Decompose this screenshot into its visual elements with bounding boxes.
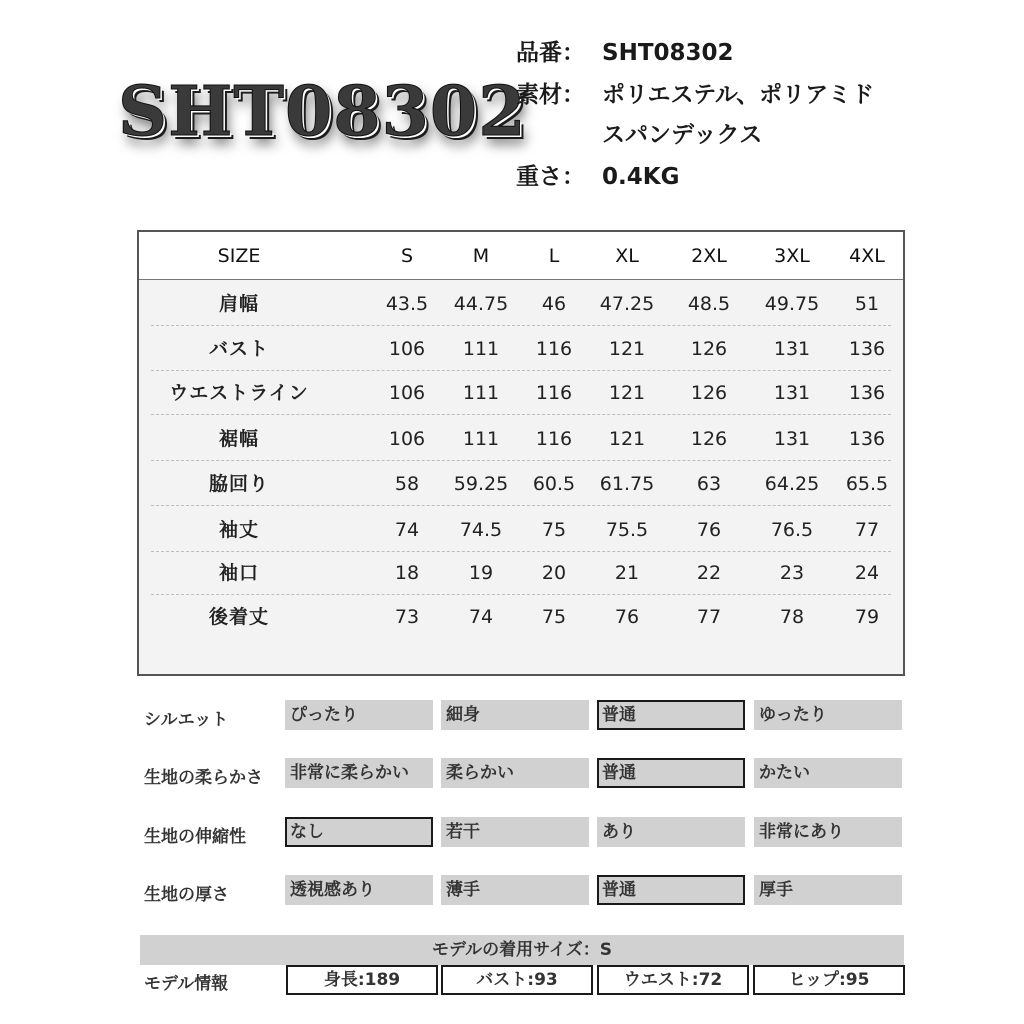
spec-value: SHT08302 <box>602 40 734 66</box>
measurement-value: 136 <box>848 428 886 450</box>
spec-value: 0.4KG <box>602 164 680 190</box>
size-column-header: L <box>548 245 560 267</box>
measurement-label: 脇回り <box>208 473 269 495</box>
spec-key: 素材： <box>516 82 585 108</box>
attribute-label: シルエット <box>144 710 229 730</box>
measurement-value: 121 <box>608 338 646 360</box>
measurement-value: 106 <box>388 428 426 450</box>
spec-key: 品番： <box>516 40 585 66</box>
measurement-value: 49.75 <box>764 293 820 315</box>
model-size-banner: モデルの着用サイズ：S <box>140 935 904 965</box>
row-divider <box>151 505 891 506</box>
measurement-value: 121 <box>608 382 646 404</box>
measurement-value: 78 <box>779 606 805 628</box>
measurement-value: 47.25 <box>599 293 655 315</box>
size-header-label: SIZE <box>217 245 261 267</box>
model-measurement: 身長:189 <box>286 965 438 995</box>
measurement-label: 袖口 <box>218 562 259 584</box>
size-column-header: M <box>472 245 490 267</box>
measurement-value: 76 <box>696 519 722 541</box>
measurement-value: 106 <box>388 382 426 404</box>
measurement-value: 116 <box>535 338 573 360</box>
attribute-option: 細身 <box>441 700 589 730</box>
attribute-option: ゆったり <box>754 700 902 730</box>
spec-line <box>516 38 734 68</box>
measurement-label: 肩幅 <box>218 293 259 315</box>
attribute-option: 若干 <box>441 817 589 847</box>
attribute-label: 生地の伸縮性 <box>144 827 246 847</box>
measurement-value: 116 <box>535 428 573 450</box>
attribute-option-selected: 普通 <box>597 875 745 905</box>
measurement-value: 51 <box>854 293 880 315</box>
attribute-option: あり <box>597 817 745 847</box>
product-logo: SHT08302 <box>118 72 527 152</box>
spec-value: ポリエステル、ポリアミド <box>602 82 875 108</box>
measurement-value: 46 <box>541 293 567 315</box>
measurement-value: 111 <box>462 338 500 360</box>
measurement-value: 64.25 <box>764 473 820 495</box>
size-column-header: 4XL <box>849 245 885 267</box>
measurement-value: 111 <box>462 428 500 450</box>
attribute-option: 柔らかい <box>441 758 589 788</box>
attribute-option: 非常に柔らかい <box>285 758 433 788</box>
measurement-value: 59.25 <box>453 473 509 495</box>
spec-line <box>516 120 762 150</box>
measurement-value: 111 <box>462 382 500 404</box>
attribute-option-selected: なし <box>285 817 433 847</box>
measurement-value: 18 <box>394 562 420 584</box>
model-measurement: バスト:93 <box>441 965 593 995</box>
measurement-value: 75 <box>541 519 567 541</box>
measurement-value: 23 <box>779 562 805 584</box>
measurement-value: 76.5 <box>770 519 814 541</box>
size-column-header: 3XL <box>774 245 810 267</box>
measurement-label: 裾幅 <box>218 428 259 450</box>
attribute-label: 生地の厚さ <box>144 885 229 905</box>
measurement-label: 後着丈 <box>208 606 269 628</box>
measurement-value: 61.75 <box>599 473 655 495</box>
measurement-value: 79 <box>854 606 880 628</box>
measurement-value: 24 <box>854 562 880 584</box>
attribute-option: かたい <box>754 758 902 788</box>
attribute-option: 薄手 <box>441 875 589 905</box>
measurement-value: 44.75 <box>453 293 509 315</box>
size-table <box>137 230 905 676</box>
attribute-option-selected: 普通 <box>597 758 745 788</box>
measurement-label: ウエストライン <box>169 382 309 404</box>
spec-line <box>516 162 679 192</box>
measurement-value: 131 <box>773 382 811 404</box>
measurement-value: 58 <box>394 473 420 495</box>
measurement-value: 75 <box>541 606 567 628</box>
spec-value: スパンデックス <box>602 122 763 148</box>
measurement-value: 19 <box>468 562 494 584</box>
measurement-value: 136 <box>848 338 886 360</box>
measurement-value: 75.5 <box>605 519 649 541</box>
measurement-value: 60.5 <box>532 473 576 495</box>
measurement-value: 136 <box>848 382 886 404</box>
row-divider <box>151 594 891 595</box>
measurement-value: 21 <box>614 562 640 584</box>
measurement-value: 77 <box>696 606 722 628</box>
measurement-value: 131 <box>773 338 811 360</box>
row-divider <box>151 460 891 461</box>
model-info-label: モデル情報 <box>144 974 229 994</box>
attribute-option: ぴったり <box>285 700 433 730</box>
measurement-value: 20 <box>541 562 567 584</box>
size-column-header: S <box>400 245 414 267</box>
measurement-value: 121 <box>608 428 646 450</box>
row-divider <box>151 414 891 415</box>
model-measurement: ヒップ:95 <box>753 965 905 995</box>
attribute-option: 非常にあり <box>754 817 902 847</box>
measurement-value: 73 <box>394 606 420 628</box>
row-divider <box>151 370 891 371</box>
measurement-value: 74 <box>468 606 494 628</box>
measurement-value: 126 <box>690 428 728 450</box>
measurement-label: バスト <box>208 338 269 360</box>
measurement-value: 65.5 <box>845 473 889 495</box>
row-divider <box>151 325 891 326</box>
measurement-value: 77 <box>854 519 880 541</box>
measurement-value: 74.5 <box>459 519 503 541</box>
measurement-value: 126 <box>690 382 728 404</box>
measurement-value: 74 <box>394 519 420 541</box>
measurement-value: 48.5 <box>687 293 731 315</box>
attribute-label: 生地の柔らかさ <box>144 768 263 788</box>
attribute-option-selected: 普通 <box>597 700 745 730</box>
measurement-value: 106 <box>388 338 426 360</box>
size-column-header: XL <box>615 245 639 267</box>
attribute-option: 厚手 <box>754 875 902 905</box>
size-table-header <box>139 232 903 280</box>
measurement-value: 116 <box>535 382 573 404</box>
measurement-value: 76 <box>614 606 640 628</box>
row-divider <box>151 551 891 552</box>
measurement-value: 126 <box>690 338 728 360</box>
model-measurement: ウエスト:72 <box>597 965 749 995</box>
spec-line <box>516 80 874 110</box>
size-column-header: 2XL <box>691 245 727 267</box>
attribute-option: 透視感あり <box>285 875 433 905</box>
spec-key: 重さ： <box>516 164 585 190</box>
measurement-label: 袖丈 <box>218 519 259 541</box>
measurement-value: 131 <box>773 428 811 450</box>
measurement-value: 22 <box>696 562 722 584</box>
measurement-value: 63 <box>696 473 722 495</box>
measurement-value: 43.5 <box>385 293 429 315</box>
